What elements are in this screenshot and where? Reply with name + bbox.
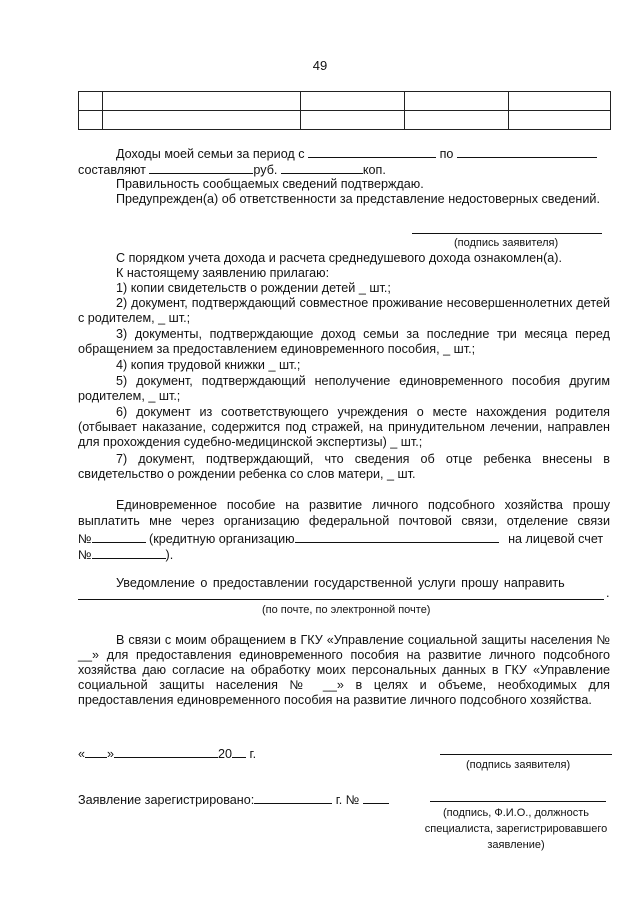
signature-line-1[interactable] <box>412 233 602 234</box>
post-office-number-field[interactable] <box>92 530 146 543</box>
table-cell[interactable] <box>509 111 611 130</box>
income-kop-field[interactable] <box>281 161 363 174</box>
table-cell[interactable] <box>79 92 103 111</box>
income-table <box>78 91 611 130</box>
attachment-item: 1) копии свидетельств о рождении детей _ шт.; <box>116 281 391 295</box>
payment-line-4: № ). <box>78 548 174 562</box>
warned-text: Предупрежден(а) об ответственности за представление недостоверных сведений. <box>116 192 600 206</box>
date-line: « » 20 г. <box>78 747 257 761</box>
table-cell[interactable] <box>405 111 509 130</box>
income-line-1: Доходы моей семьи за период с по <box>78 145 610 162</box>
registration-number-field[interactable] <box>363 791 389 804</box>
confirm-text: Правильность сообщаемых сведений подтверждаю. <box>116 177 424 191</box>
attachment-item: 6) документ из соответствующего учреждения о месте нахождения родителя (отбывает наказание, содержится под стражей, на принудительном лечении, направлен для прохождения судебно-медицинской экспертизы) _ шт.; <box>78 405 610 449</box>
specialist-signature-line[interactable] <box>430 801 606 802</box>
table-cell[interactable] <box>509 92 611 111</box>
signature-caption-2: (подпись заявителя) <box>466 759 571 771</box>
table-cell[interactable] <box>405 92 509 111</box>
period-to-field[interactable] <box>457 145 597 158</box>
order-text: С порядком учета дохода и расчета среднедушевого дохода ознакомлен(а). <box>116 251 562 265</box>
income-rub-field[interactable] <box>149 161 253 174</box>
month-field[interactable] <box>114 745 218 758</box>
attachment-item: 5) документ, подтверждающий неполучение единовременного пособия другим родителем, _ шт.; <box>78 374 610 403</box>
table-row <box>79 111 611 130</box>
notify-text: Уведомление о предоставлении государственной услуги прошу направить <box>116 576 565 590</box>
registration-line: Заявление зарегистрировано: г. № <box>78 791 389 808</box>
account-number-field[interactable] <box>92 546 166 559</box>
attachment-item: 3) документы, подтверждающие доход семьи за последние три месяца перед обращением за предоставлением единовременного пособия, _ шт.; <box>78 327 610 356</box>
notify-caption: (по почте, по электронной почте) <box>262 604 431 616</box>
table-cell[interactable] <box>79 111 103 130</box>
attachment-item: 4) копия трудовой книжки _ шт.; <box>116 358 301 372</box>
notify-method-line[interactable] <box>78 599 604 600</box>
registration-date-field[interactable] <box>254 791 332 804</box>
consent-text: В связи с моим обращением в ГКУ «Управление социальной защиты населения № __» для предоставления единовременного пособия на развитие личного подсобного хозяйства даю согласие на обработку моих персональных данных в ГКУ «Управление социальной защиты населения № __» в целях и объеме, необходимых для предоставления единовременного пособия на развитие личного подсобного хозяйства. <box>78 633 610 707</box>
credit-org-field[interactable] <box>295 530 499 543</box>
table-cell[interactable] <box>301 92 405 111</box>
payment-line-2: выплатить мне через организацию федеральной почтовой связи, отделение связи <box>78 514 610 528</box>
table-row <box>79 92 611 111</box>
attach-intro: К настоящему заявлению прилагаю: <box>116 266 330 280</box>
payment-line-1: Единовременное пособие на развитие личного подсобного хозяйства прошу <box>116 498 610 512</box>
attachment-item: 2) документ, подтверждающий совместное проживание несовершеннолетних детей с родителем, _ шт.; <box>78 296 610 325</box>
page-number: 49 <box>312 58 328 73</box>
signature-caption-1: (подпись заявителя) <box>454 237 559 249</box>
table-cell[interactable] <box>301 111 405 130</box>
notify-dot: . <box>606 586 610 600</box>
payment-line-3: № (кредитную организацию на лицевой счет <box>78 532 604 546</box>
signature-line-2[interactable] <box>440 754 612 755</box>
specialist-caption: (подпись, Ф.И.О., должность специалиста, зарегистрировавшего заявление) <box>424 807 608 851</box>
table-cell[interactable] <box>103 111 301 130</box>
year-field[interactable] <box>232 745 246 758</box>
period-from-field[interactable] <box>308 145 436 158</box>
attachment-item: 7) документ, подтверждающий, что сведения об отце ребенка внесены в свидетельство о рождении ребенка со слов матери, _ шт. <box>78 452 610 481</box>
day-field[interactable] <box>85 745 107 758</box>
income-line-2: составляют руб. коп. <box>78 163 386 177</box>
table-cell[interactable] <box>103 92 301 111</box>
